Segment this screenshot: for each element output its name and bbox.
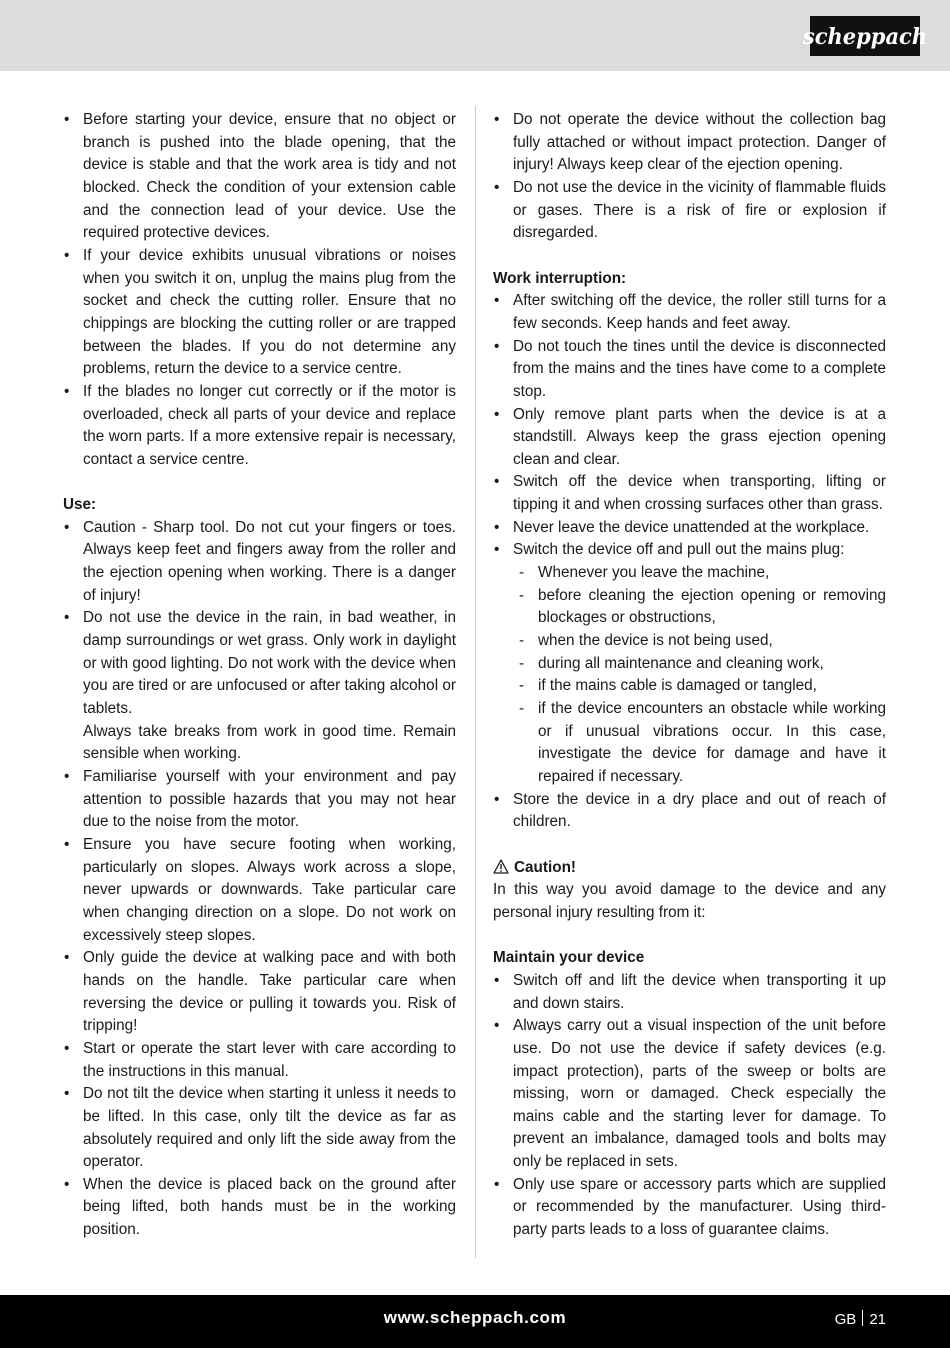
bullet-list-item [493,1174,886,1242]
warning-label: Caution! [514,858,577,876]
bullet-marker: • [64,1085,70,1103]
list-item-text: Store the device in a dry place and out of reach of children. [513,790,886,831]
bullet-marker: • [494,1175,500,1193]
paragraph: In this way you avoid damage to the device and any personal injury resulting from it: [493,881,886,921]
list-item-text: Do not tilt the device when starting it unless it needs to be lifted. In this case, only tilt the device as far as absolutely required and only lift the side away from the operator. [83,1085,456,1171]
dash-list-item [493,653,886,676]
right-column [493,109,886,1242]
bullet-marker: • [64,518,70,536]
bullet-list-item [493,177,886,245]
dash-list-item [493,698,886,789]
list-item-text: Only guide the device at walking pace and with both hands on the handle. Take particular care when reversing the device or pulling it towards you. Risk of tripping! [83,949,456,1035]
bullet-list-item [63,1174,456,1242]
dash-marker: - [519,564,525,582]
bullet-list-item [63,1083,456,1174]
list-item-text: Ensure you have secure footing when working, particularly on slopes. Always work across a slope, never upwards or downwards. Take particular care when changing direction on a slope. Do not work on excessively steep slopes. [83,835,456,944]
bullet-marker: • [494,337,500,355]
bullet-marker: • [494,518,500,536]
bullet-list-item [493,336,886,404]
list-item-text: Only use spare or accessory parts which are supplied or recommended by the manufacturer. Using third-party parts leads to a loss of guarantee claims. [513,1175,886,1239]
page-number [835,1310,886,1328]
list-item-text: After switching off the device, the roller still turns for a few seconds. Keep hands and feet away. [513,292,886,332]
bullet-list-item [493,970,886,1015]
paragraph-gap [493,925,886,948]
dash-marker: - [519,654,525,672]
list-item-text: Familiarise yourself with your environment and pay attention to possible hazards that you may not hear due to the noise from the motor. [83,768,456,831]
bullet-marker: • [494,971,500,989]
list-item-text: If your device exhibits unusual vibrations or noises when you switch it on, unplug the mains plug from the socket and check the cutting roller. Ensure that no chippings are blocking the cutting roller or are trapped between the blades. If you do not determine any problems, return the device to a service centre. [83,246,456,378]
scheppach-logo [802,16,928,56]
bullet-marker: • [494,178,500,196]
bullet-marker: • [64,1039,70,1057]
list-item-text: during all maintenance and cleaning work, [538,654,824,672]
paragraph-gap [493,245,886,268]
dash-list-item [493,630,886,653]
list-item-text: Start or operate the start lever with care according to the instructions in this manual. [83,1039,456,1080]
bullet-marker: • [64,382,70,400]
dash-marker: - [519,586,525,604]
left-column [63,109,456,1242]
warning-triangle-icon [493,859,509,874]
bullet-list-item [493,517,886,540]
list-item-text: Do not operate the device without the collection bag fully attached or without impact protection. Danger of injury! Always keep clear of the ejection opening. [513,111,886,174]
dash-list-item [493,585,886,630]
bullet-list-item [493,109,886,177]
bullet-list-item [63,381,456,472]
list-item-text: Do not use the device in the vicinity of flammable fluids or gases. There is a risk of fire or explosion if disregarded. [513,178,886,242]
bullet-list-item [493,404,886,472]
bullet-marker: • [64,609,70,627]
list-item-text: if the mains cable is damaged or tangled, [538,677,817,695]
bullet-list-item [63,245,456,381]
bullet-marker: • [64,835,70,853]
bullet-marker: • [64,111,70,128]
bullet-marker: • [494,292,500,310]
column-divider [475,106,476,1258]
list-item-text: Do not use the device in the rain, in bad weather, in damp surroundings or wet grass. Only work in daylight or with good lighting. Do not work with the device when you are tired or are unfocused or after taking alcohol or tablets. [83,609,456,718]
dash-list-item [493,675,886,698]
bullet-list-item [63,834,456,947]
bullet-list-item [63,607,456,720]
dash-marker: - [519,677,525,695]
list-item-text: If the blades no longer cut correctly or if the motor is overloaded, check all parts of your device and replace the worn parts. If a more extensive repair is necessary, contact a service centre. [83,382,456,468]
bullet-list-item [63,766,456,834]
bullet-list-item [493,1015,886,1174]
bullet-marker: • [494,790,500,808]
list-item-text: Switch the device off and pull out the mains plug: [513,541,845,559]
bullet-marker: • [494,473,500,491]
list-item-text: Always carry out a visual inspection of the unit before use. Do not use the device if safety devices (e.g. impact protection), parts of the sweep or bolts are missing, worn or damaged. Check especially the mains cable and the starting lever for damage. To prevent an imbalance, damaged tools and bolts may only be replaced in sets. [513,1017,886,1171]
svg-text:scheppach: scheppach [802,24,928,51]
bullet-marker: • [64,1175,70,1193]
bullet-list-item [493,539,886,562]
section-heading: Work interruption: [493,269,627,287]
bullet-marker: • [64,949,70,967]
list-item-text: Never leave the device unattended at the workplace. [513,518,870,536]
bullet-list-item [493,471,886,516]
bullet-marker: • [64,246,70,264]
footer-bar [0,1295,950,1348]
page-number-value: 21 [869,1311,886,1328]
section-heading: Maintain your device [493,949,645,967]
warning-heading [493,857,886,880]
list-item-text: Switch off the device when transporting, lifting or tipping it and when crossing surfaces other than grass. [513,473,886,514]
bullet-list-item [63,1038,456,1083]
language-code: GB [834,1311,857,1328]
bullet-list-item [493,789,886,834]
paragraph-gap [63,472,456,495]
list-item-text: Do not touch the tines until the device is disconnected from the mains and the tines have come to a complete stop. [513,337,886,400]
list-item-text: Caution - Sharp tool. Do not cut your fingers or toes. Always keep feet and fingers away from the roller and the ejection opening when working. There is a danger of injury! [83,518,456,604]
section-heading: Use: [63,496,97,514]
bullet-marker: • [494,111,500,128]
footer-website-link[interactable]: www.scheppach.com [383,1308,567,1327]
dash-marker: - [519,632,525,650]
bullet-list-item [63,947,456,1038]
dash-marker: - [519,700,525,718]
list-item-text: Switch off and lift the device when transporting it up and down stairs. [513,971,886,1012]
bullet-list-item [63,517,456,608]
list-item-text: Only remove plant parts when the device is at a standstill. Always keep the grass ejection opening clean and clear. [513,405,886,468]
bullet-list-item [493,290,886,335]
bullet-list-item [63,109,456,245]
list-item-text: when the device is not being used, [538,632,773,650]
bullet-continuation: Always take breaks from work in good time. Remain sensible when working. [83,722,456,763]
list-item-text: When the device is placed back on the ground after being lifted, both hands must be in the working position. [83,1175,456,1239]
list-item-text: Before starting your device, ensure that no object or branch is pushed into the blade opening, that the device is stable and that the work area is tidy and not blocked. Check the condition of your extension cable and the connection lead of your device. Use the required protective devices. [83,111,456,242]
bullet-marker: • [64,768,70,786]
list-item-text: before cleaning the ejection opening or removing blockages or obstructions, [538,586,886,627]
page-separator [862,1310,863,1326]
bullet-marker: • [494,1017,500,1035]
list-item-text: Whenever you leave the machine, [538,564,770,582]
dash-list-item [493,562,886,585]
bullet-marker: • [494,541,500,559]
bullet-marker: • [494,405,500,423]
list-item-text: if the device encounters an obstacle while working or if unusual vibrations occur. In this case, investigate the device for damage and have it repaired if necessary. [538,700,886,786]
paragraph-gap [493,834,886,857]
